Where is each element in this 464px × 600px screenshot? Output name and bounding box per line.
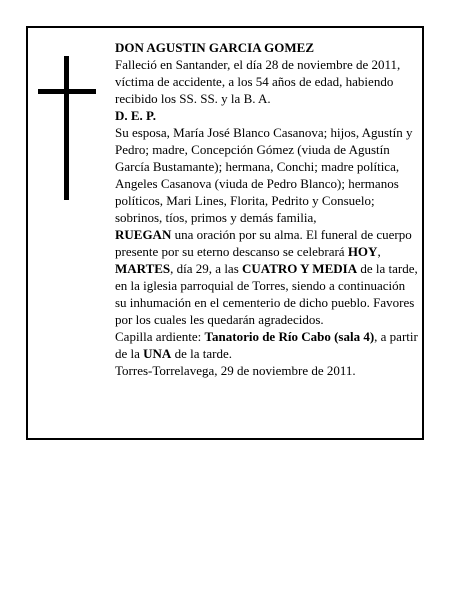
wake-text-1: , a partir de la	[115, 329, 418, 361]
cross-icon	[38, 56, 96, 200]
funeral-time: CUATRO Y MEDIA	[242, 261, 358, 276]
cross-horizontal-bar	[38, 89, 96, 94]
funeral-comma: ,	[377, 244, 381, 259]
funeral-text-1: una oración por su alma. El funeral de cuerpo presente por su eterno descanso se celebrará	[115, 227, 412, 259]
wake-prefix: Capilla ardiente:	[115, 329, 205, 344]
cross-vertical-bar	[64, 56, 69, 200]
funeral-text-3: de la tarde, en la iglesia parroquial de Torres, siendo a continuación su inhumación en el cementerio de dicho pueblo. Favores por los cuales les quedarán agradecidos.	[115, 261, 418, 327]
obituary-text	[115, 39, 418, 379]
wake-text-2: de la tarde.	[171, 346, 232, 361]
funeral-text-2: , día 29, a las	[170, 261, 243, 276]
wake-hour: UNA	[143, 346, 172, 361]
funeral-details	[115, 226, 418, 328]
place-and-date: Torres-Torrelavega, 29 de noviembre de 2011.	[115, 363, 356, 378]
funeral-weekday: MARTES	[115, 261, 171, 276]
wake-place: Tanatorio de Río Cabo (sala 4)	[204, 329, 375, 344]
rest-in-peace: D. E. P.	[115, 108, 157, 123]
family-members: Su esposa, María José Blanco Casanova; hijos, Agustín y Pedro; madre, Concepción Gómez (viuda de Agustín García Bustamante); hermana, Conchi; madre política, Angeles Casanova (viuda de Pedro Blanco); hermanos políticos, Mari Lines, Florita, Pedrito y Consuelo; sobrinos, tíos, primos y demás familia,	[115, 125, 413, 225]
death-details: Falleció en Santander, el día 28 de noviembre de 2011, víctima de accidente, a los 54 años de edad, habiendo recibido los SS. SS. y la B. A.	[115, 57, 401, 106]
ruegan-word: RUEGAN	[115, 227, 172, 242]
funeral-day-today: HOY	[347, 244, 378, 259]
obituary-notice	[26, 26, 424, 440]
deceased-name: DON AGUSTIN GARCIA GOMEZ	[115, 40, 314, 55]
wake-details	[115, 328, 418, 362]
